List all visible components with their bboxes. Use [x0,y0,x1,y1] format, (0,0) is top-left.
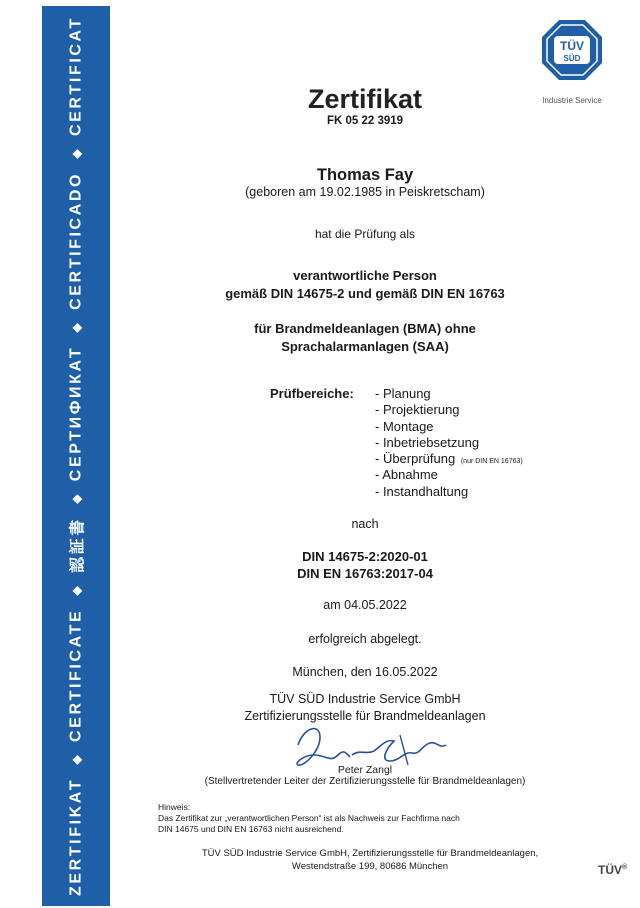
scope-line-1: für Brandmeldeanlagen (BMA) ohne [254,321,476,336]
signer-role: (Stellvertretender Leiter der Zertifizierungsstelle für Brandmeldeanlagen) [204,776,526,787]
scope-line-2: Sprachalarmanlagen (SAA) [281,339,449,354]
exam-intro: hat die Prüfung als [314,227,416,241]
logo-caption: Industrie Service [542,96,602,105]
according-to-label: nach [351,517,379,531]
diamond-icon: ◆ [69,149,83,159]
exam-date: am 04.05.2022 [323,598,407,612]
note-line-1: Das Zertifikat zur „verantwortlichen Person“ ist als Nachweis zur Fachfirma nach [158,813,460,823]
logo-brand-bottom: SÜD [563,54,581,63]
sidebar-label-japanese: 認証書 [69,517,87,573]
exam-area-item: - Überprüfung (nur DIN EN 16763) [375,451,523,467]
diamond-icon: ◆ [69,586,83,596]
diamond-icon: ◆ [69,755,83,765]
standard-1: DIN 14675-2:2020-01 [302,549,428,564]
exam-areas-label: Prüfbereiche: [270,386,354,401]
place-and-date: München, den 16.05.2022 [292,665,438,679]
sidebar-label-certificate: CERTIFICATE [67,608,84,742]
footer-address-line-2: Westendstraße 199, 80686 München [291,861,449,872]
standard-2: DIN EN 16763:2017-04 [297,566,433,581]
exam-area-item: - Instandhaltung [375,483,469,499]
issuer-name: TÜV SÜD Industrie Service GmbH [269,692,461,706]
certificate-sidebar-band [42,6,110,906]
footer-address-line-1: TÜV SÜD Industrie Service GmbH, Zertifizierungsstelle für Brandmeldeanlagen, [201,848,539,859]
diamond-icon: ◆ [69,494,83,504]
note-line-2: DIN 14675 und DIN EN 16763 nicht ausreichend. [158,824,344,834]
note-heading: Hinweis: [158,802,191,812]
tuv-sud-logo [540,18,604,82]
certificate-number: FK 05 22 3919 [326,115,404,127]
role-line-2: gemäß DIN 14675-2 und gemäß DIN EN 16763 [225,286,505,301]
exam-area-item: - Abnahme [375,467,438,483]
exam-area-item: - Planung [375,386,431,401]
exam-area-item: - Montage [375,418,434,434]
holder-name: Thomas Fay [316,166,414,184]
sidebar-label-russian: СЕРТИФИКАТ [67,345,84,482]
sidebar-label-spanish: CERTIFICADO [67,171,84,310]
sidebar-label-french: CERTIFICAT [67,16,84,137]
role-line-1: verantwortliche Person [293,268,437,283]
exam-areas-list [375,386,523,500]
holder-birth-info: (geboren am 19.02.1985 in Peiskretscham) [245,185,485,199]
exam-area-item: - Inbetriebsetzung [375,434,480,450]
diamond-icon: ◆ [69,323,83,333]
note-block [158,802,460,835]
issuer-department: Zertifizierungsstelle für Brandmeldeanlagen [244,709,486,723]
sidebar-multilingual-text [65,16,88,896]
exam-area-item: - Projektierung [375,402,460,418]
sidebar-label-zertifikat: ZERTIFIKAT [67,777,84,896]
signer-name: Peter Zangl [337,764,393,776]
certificate-title: Zertifikat [307,84,423,114]
exam-area-note: (nur DIN EN 16763) [460,458,523,466]
logo-brand-top: TÜV [560,39,584,53]
tuv-trademark: TÜV® [598,863,628,877]
exam-result: erfolgreich abgelegt. [308,632,422,646]
